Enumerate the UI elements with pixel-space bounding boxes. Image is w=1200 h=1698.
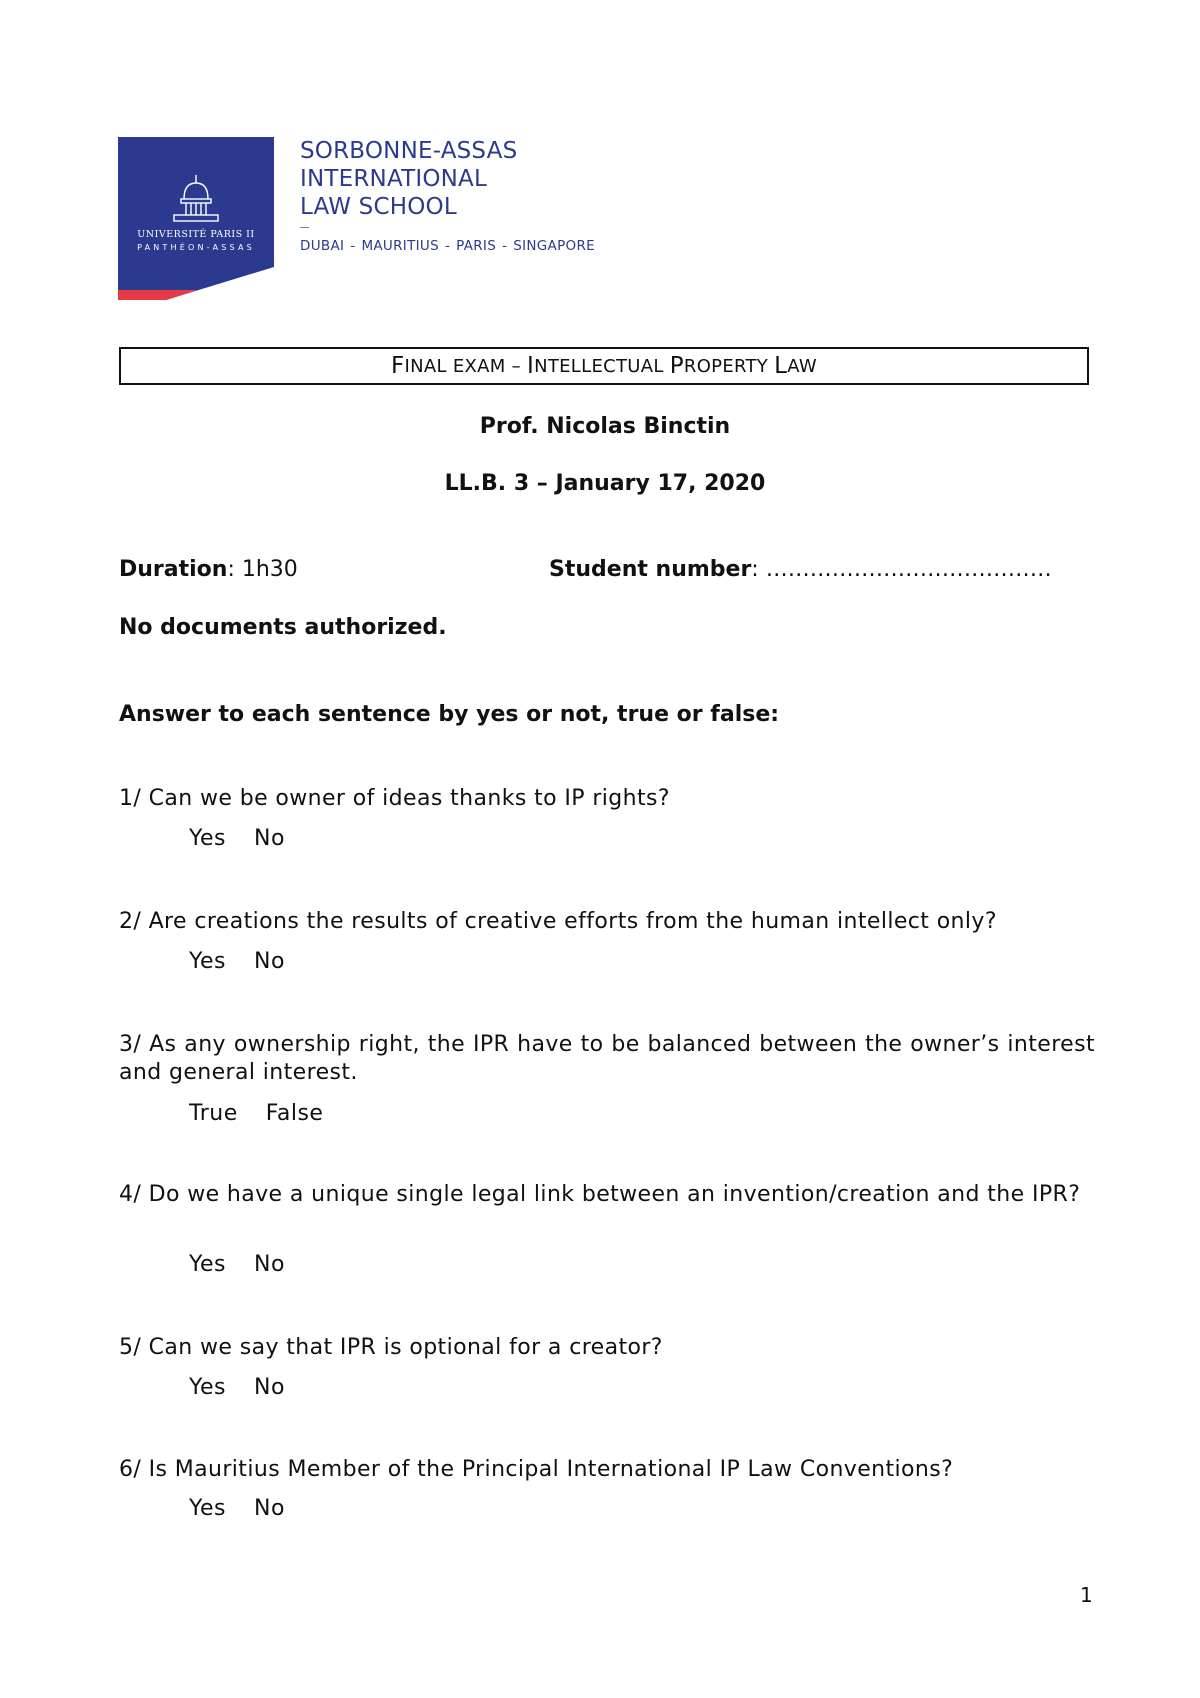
question-2: 2/ Are creations the results of creative efforts from the human intellect only? xyxy=(119,909,997,934)
question-5: 5/ Can we say that IPR is optional for a creator? xyxy=(119,1335,663,1360)
logo-wordmark xyxy=(300,137,595,254)
city-mauritius: MAURITIUS xyxy=(361,238,439,254)
student-number xyxy=(549,557,1052,582)
duration-label: Duration xyxy=(119,557,228,582)
option-yes: Yes xyxy=(189,1375,227,1400)
answer-options-1 xyxy=(189,826,285,851)
logo-line-2: INTERNATIONAL xyxy=(300,166,487,192)
option-false: False xyxy=(265,1101,324,1126)
logo-cities: DUBAI - MAURITIUS - PARIS - SINGAPORE xyxy=(300,238,595,254)
option-yes: Yes xyxy=(189,949,227,974)
answer-options-5 xyxy=(189,1375,285,1400)
question-4: 4/ Do we have a unique single legal link between an invention/creation and the IPR? xyxy=(119,1182,1081,1207)
student-number-label: Student number xyxy=(549,557,752,582)
logo-line-1: SORBONNE-ASSAS xyxy=(300,138,518,164)
page-number: 1 xyxy=(1080,1583,1093,1607)
option-no: No xyxy=(254,1496,285,1521)
logo-divider xyxy=(300,227,309,228)
duration-value: : 1h30 xyxy=(227,557,298,582)
answer-options-4 xyxy=(189,1252,285,1277)
university-name-line2: PANTHÉON-ASSAS xyxy=(137,243,255,252)
question-3: 3/ As any ownership right, the IPR have to be balanced between the owner’s interest and general interest. xyxy=(119,1032,1095,1085)
duration xyxy=(119,557,298,582)
question-1: 1/ Can we be owner of ideas thanks to IP rights? xyxy=(119,786,670,811)
documents-notice: No documents authorized. xyxy=(119,615,447,640)
option-no: No xyxy=(254,1252,285,1277)
university-crest-icon xyxy=(118,137,274,300)
option-no: No xyxy=(254,826,285,851)
instructions: Answer to each sentence by yes or not, true or false: xyxy=(119,702,780,727)
option-yes: Yes xyxy=(189,826,227,851)
option-no: No xyxy=(254,949,285,974)
city-singapore: SINGAPORE xyxy=(513,238,595,254)
answer-options-2 xyxy=(189,949,285,974)
student-number-blank: : ………………………………… xyxy=(751,557,1052,582)
city-paris: PARIS xyxy=(456,238,497,254)
option-no: No xyxy=(254,1375,285,1400)
professor-name: Prof. Nicolas Binctin xyxy=(479,414,731,439)
option-yes: Yes xyxy=(189,1252,227,1277)
answer-options-6 xyxy=(189,1496,285,1521)
logo-line-3: LAW SCHOOL xyxy=(300,194,457,220)
university-name-line1: UNIVERSITÉ PARIS II xyxy=(137,229,255,240)
exam-session: LL.B. 3 – January 17, 2020 xyxy=(444,471,766,496)
city-dubai: DUBAI xyxy=(300,238,345,254)
option-yes: Yes xyxy=(189,1496,227,1521)
answer-options-3 xyxy=(189,1101,323,1126)
option-true: True xyxy=(189,1101,238,1126)
school-logo xyxy=(118,137,598,300)
exam-title: F INAL EXAM – I NTELLECTUAL P ROPERTY L AW xyxy=(119,347,1089,385)
question-6: 6/ Is Mauritius Member of the Principal International IP Law Conventions? xyxy=(119,1457,954,1482)
